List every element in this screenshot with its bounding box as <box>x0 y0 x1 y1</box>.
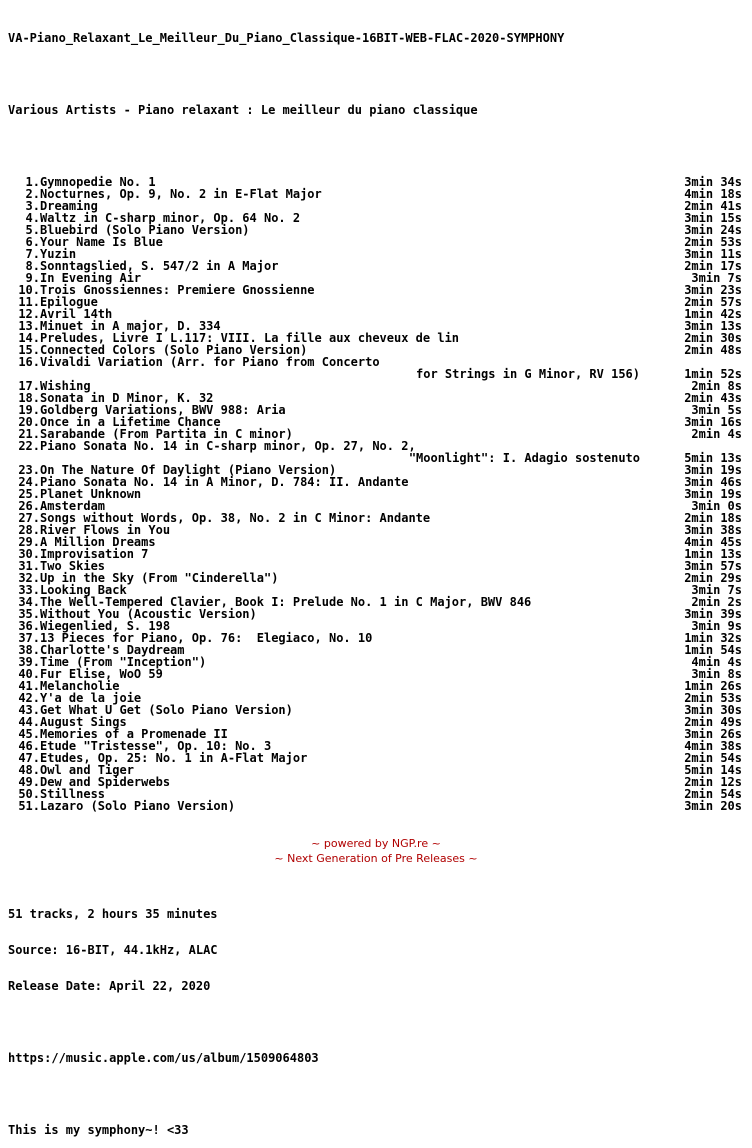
track-duration: 3min 38s <box>684 523 742 537</box>
track-duration: 2min 30s <box>684 331 742 345</box>
track-title: Without You (Acoustic Version) <box>40 607 257 621</box>
track-title: Etudes, Op. 25: No. 1 in A-Flat Major <box>40 751 308 765</box>
track-title: Wiegenlied, S. 198 <box>40 619 171 633</box>
track-title: Sonata in D Minor, K. 32 <box>40 391 214 405</box>
track-duration: 1min 13s <box>684 547 742 561</box>
track-duration: 3min 7s <box>691 583 742 597</box>
track-duration: 2min 54s <box>684 751 742 765</box>
track-title: Lazaro (Solo Piano Version) <box>40 799 236 813</box>
track-number: 34. <box>18 595 40 609</box>
track-number: 39. <box>18 655 40 669</box>
track-number: 22. <box>18 439 40 453</box>
track-title: Etude "Tristesse", Op. 10: No. 3 <box>40 739 272 753</box>
track-title: Sonntagslied, S. 547/2 in A Major <box>40 259 279 273</box>
track-duration: 2min 54s <box>684 787 742 801</box>
track-title: 13 Pieces for Piano, Op. 76: Elegiaco, No. 10 <box>40 631 373 645</box>
track-duration: 4min 45s <box>684 535 742 549</box>
track-title-continuation: for Strings in G Minor, RV 156) <box>416 367 640 381</box>
track-title: Epilogue <box>40 295 98 309</box>
track-duration: 4min 38s <box>684 739 742 753</box>
track-title: Your Name Is Blue <box>40 235 163 249</box>
track-duration: 3min 11s <box>684 247 742 261</box>
track-title: Improvisation 7 <box>40 547 149 561</box>
source-info: Source: 16-BIT, 44.1kHz, ALAC <box>8 943 218 957</box>
track-number: 32. <box>18 571 40 585</box>
track-duration: 3min 24s <box>684 223 742 237</box>
track-duration: 2min 29s <box>684 571 742 585</box>
track-duration: 3min 19s <box>684 487 742 501</box>
nfo-document <box>8 8 744 1148</box>
track-duration: 2min 18s <box>684 511 742 525</box>
track-row <box>8 296 744 308</box>
track-duration: 5min 13s <box>684 451 742 465</box>
track-number: 21. <box>18 427 40 441</box>
track-number: 29. <box>18 535 40 549</box>
track-duration: 3min 19s <box>684 463 742 477</box>
track-number: 5. <box>25 223 40 237</box>
track-duration: 3min 26s <box>684 727 742 741</box>
track-title: Sarabande (From Partita in C minor) <box>40 427 293 441</box>
album-url: https://music.apple.com/us/album/1509064803 <box>8 1051 319 1065</box>
track-title: Nocturnes, Op. 9, No. 2 in E-Flat Major <box>40 187 322 201</box>
track-duration: 3min 34s <box>684 175 742 189</box>
track-title: Piano Sonata No. 14 in A Minor, D. 784: II. Andante <box>40 475 409 489</box>
track-number: 9. <box>25 271 40 285</box>
track-title: Waltz in C-sharp minor, Op. 64 No. 2 <box>40 211 301 225</box>
track-title: Y'a de la joie <box>40 691 142 705</box>
track-number: 12. <box>18 307 40 321</box>
tracks-total: 51 tracks, 2 hours 35 minutes <box>8 907 218 921</box>
track-title: August Sings <box>40 715 127 729</box>
track-number: 35. <box>18 607 40 621</box>
tagline-text: ~ Next Generation of Pre Releases ~ <box>274 852 478 865</box>
track-duration: 1min 54s <box>684 643 742 657</box>
track-title: Owl and Tiger <box>40 763 134 777</box>
track-duration: 3min 20s <box>684 799 742 813</box>
track-duration: 2min 12s <box>684 775 742 789</box>
spacer <box>8 68 744 80</box>
track-title: Once in a Lifetime Chance <box>40 415 221 429</box>
track-duration: 2min 8s <box>691 379 742 393</box>
tracklist <box>8 176 744 812</box>
track-duration: 2min 48s <box>684 343 742 357</box>
track-title: Piano Sonata No. 14 in C-sharp minor, Op. 27, No. 2, <box>40 439 416 453</box>
track-duration: 3min 9s <box>691 619 742 633</box>
track-duration: 2min 53s <box>684 691 742 705</box>
powered-by-text: ~ powered by NGP.re ~ <box>311 837 441 850</box>
track-duration: 1min 52s <box>684 367 742 381</box>
track-number: 37. <box>18 631 40 645</box>
track-row <box>8 800 744 812</box>
track-number: 47. <box>18 751 40 765</box>
track-number: 46. <box>18 739 40 753</box>
track-number: 8. <box>25 259 40 273</box>
track-number: 1. <box>25 175 40 189</box>
track-duration: 4min 4s <box>691 655 742 669</box>
track-title: Wishing <box>40 379 91 393</box>
track-number: 41. <box>18 679 40 693</box>
track-title: Get What U Get (Solo Piano Version) <box>40 703 293 717</box>
spacer <box>8 1088 744 1100</box>
track-number: 50. <box>18 787 40 801</box>
track-title: In Evening Air <box>40 271 142 285</box>
track-number: 44. <box>18 715 40 729</box>
track-number: 10. <box>18 283 40 297</box>
track-number: 16. <box>18 355 40 369</box>
track-number: 24. <box>18 475 40 489</box>
track-title: Stillness <box>40 787 106 801</box>
track-title: Avril 14th <box>40 307 113 321</box>
track-number: 33. <box>18 583 40 597</box>
track-row <box>8 488 744 500</box>
track-number: 4. <box>25 211 40 225</box>
track-duration: 2min 53s <box>684 235 742 249</box>
track-duration: 2min 57s <box>684 295 742 309</box>
track-title: Connected Colors (Solo Piano Version) <box>40 343 308 357</box>
track-title: Vivaldi Variation (Arr. for Piano from Concerto <box>40 355 380 369</box>
track-title: Trois Gnossiennes: Premiere Gnossienne <box>40 283 315 297</box>
spacer <box>8 1016 744 1028</box>
track-number: 30. <box>18 547 40 561</box>
track-number: 49. <box>18 775 40 789</box>
track-number: 18. <box>18 391 40 405</box>
release-note: This is my symphony~! <33 <box>8 1123 189 1137</box>
track-duration: 3min 23s <box>684 283 742 297</box>
track-number: 13. <box>18 319 40 333</box>
track-duration: 3min 5s <box>691 403 742 417</box>
track-title: The Well-Tempered Clavier, Book I: Prelude No. 1 in C Major, BWV 846 <box>40 595 532 609</box>
track-number: 14. <box>18 331 40 345</box>
track-title: Time (From "Inception") <box>40 655 207 669</box>
track-title: Bluebird (Solo Piano Version) <box>40 223 250 237</box>
track-number: 11. <box>18 295 40 309</box>
track-number: 48. <box>18 763 40 777</box>
track-title: Songs without Words, Op. 38, No. 2 in C Minor: Andante <box>40 511 431 525</box>
track-number: 40. <box>18 667 40 681</box>
track-duration: 5min 14s <box>684 763 742 777</box>
track-number: 3. <box>25 199 40 213</box>
track-row <box>8 236 744 248</box>
footer <box>0 836 752 866</box>
track-number: 43. <box>18 703 40 717</box>
track-row <box>8 776 744 788</box>
track-number: 25. <box>18 487 40 501</box>
track-duration: 3min 46s <box>684 475 742 489</box>
track-title: Minuet in A major, D. 334 <box>40 319 221 333</box>
track-duration: 3min 7s <box>691 271 742 285</box>
track-duration: 4min 18s <box>684 187 742 201</box>
track-duration: 2min 17s <box>684 259 742 273</box>
track-title: Preludes, Livre I L.117: VIII. La fille aux cheveux de lin <box>40 331 460 345</box>
release-date: Release Date: April 22, 2020 <box>8 979 211 993</box>
track-title: Dreaming <box>40 199 98 213</box>
track-duration: 2min 49s <box>684 715 742 729</box>
track-title-continuation-row <box>8 368 744 380</box>
track-duration: 3min 13s <box>684 319 742 333</box>
track-duration: 3min 15s <box>684 211 742 225</box>
track-number: 20. <box>18 415 40 429</box>
track-title: Melancholie <box>40 679 120 693</box>
track-number: 17. <box>18 379 40 393</box>
track-duration: 3min 0s <box>691 499 742 513</box>
track-number: 19. <box>18 403 40 417</box>
track-number: 2. <box>25 187 40 201</box>
track-title: Charlotte's Daydream <box>40 643 185 657</box>
track-title: Gymnopedie No. 1 <box>40 175 156 189</box>
track-row <box>8 284 744 296</box>
track-duration: 3min 16s <box>684 415 742 429</box>
track-duration: 3min 39s <box>684 607 742 621</box>
track-duration: 1min 26s <box>684 679 742 693</box>
track-row <box>8 548 744 560</box>
track-number: 7. <box>25 247 40 261</box>
track-title: Fur Elise, WoO 59 <box>40 667 163 681</box>
track-duration: 2min 4s <box>691 427 742 441</box>
track-duration: 2min 41s <box>684 199 742 213</box>
track-duration: 2min 2s <box>691 595 742 609</box>
track-number: 31. <box>18 559 40 573</box>
track-number: 51. <box>18 799 40 813</box>
track-number: 42. <box>18 691 40 705</box>
track-number: 36. <box>18 619 40 633</box>
track-number: 27. <box>18 511 40 525</box>
track-title: Looking Back <box>40 583 127 597</box>
track-title: Two Skies <box>40 559 106 573</box>
track-number: 23. <box>18 463 40 477</box>
album-title: Various Artists - Piano relaxant : Le meilleur du piano classique <box>8 103 478 117</box>
track-title: Goldberg Variations, BWV 988: Aria <box>40 403 286 417</box>
track-duration: 1min 32s <box>684 631 742 645</box>
track-number: 26. <box>18 499 40 513</box>
track-title: Amsterdam <box>40 499 106 513</box>
track-title: Up in the Sky (From "Cinderella") <box>40 571 279 585</box>
track-number: 45. <box>18 727 40 741</box>
track-duration: 2min 43s <box>684 391 742 405</box>
track-title: Memories of a Promenade II <box>40 727 228 741</box>
track-title: Planet Unknown <box>40 487 142 501</box>
track-number: 38. <box>18 643 40 657</box>
track-row <box>8 188 744 200</box>
track-title: A Million Dreams <box>40 535 156 549</box>
track-duration: 3min 30s <box>684 703 742 717</box>
track-number: 6. <box>25 235 40 249</box>
track-title-continuation: "Moonlight": I. Adagio sostenuto <box>408 451 640 465</box>
track-title: River Flows in You <box>40 523 171 537</box>
release-name: VA-Piano_Relaxant_Le_Meilleur_Du_Piano_Classique-16BIT-WEB-FLAC-2020-SYMPHONY <box>8 31 565 45</box>
track-duration: 3min 57s <box>684 559 742 573</box>
track-title: Dew and Spiderwebs <box>40 775 171 789</box>
track-number: 15. <box>18 343 40 357</box>
track-title: On The Nature Of Daylight (Piano Version) <box>40 463 337 477</box>
track-duration: 3min 8s <box>691 667 742 681</box>
track-number: 28. <box>18 523 40 537</box>
track-title: Yuzin <box>40 247 77 261</box>
spacer <box>8 872 744 884</box>
spacer <box>8 140 744 152</box>
track-duration: 1min 42s <box>684 307 742 321</box>
